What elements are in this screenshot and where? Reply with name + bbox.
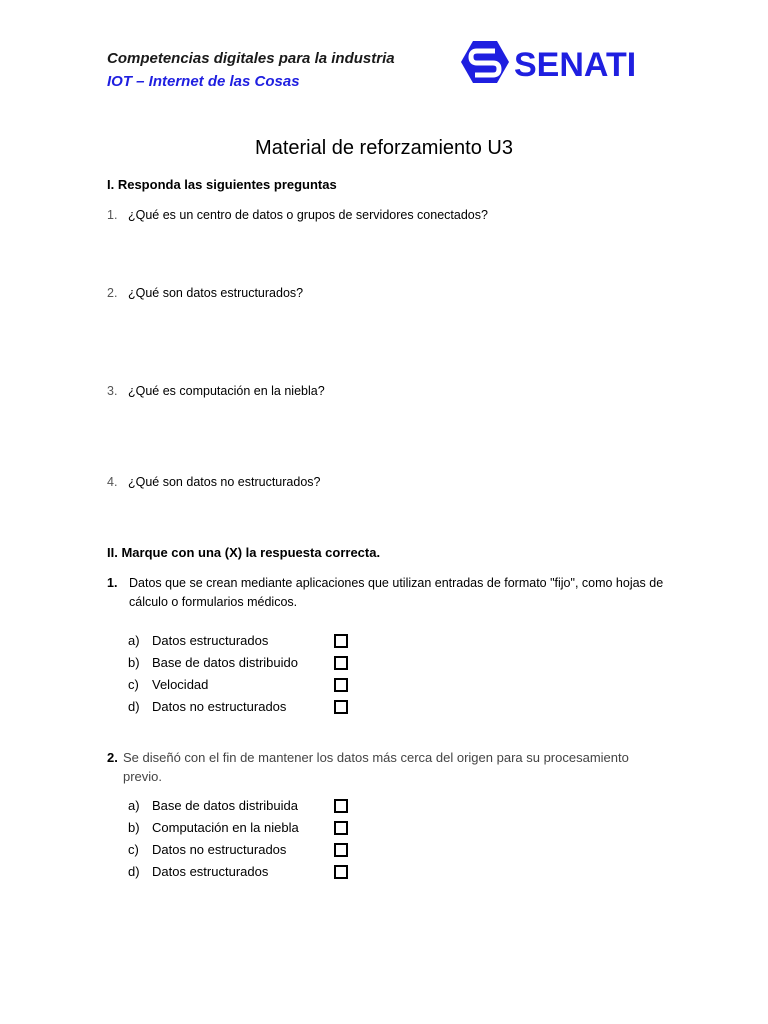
- option-letter: a): [128, 633, 140, 648]
- option-label: Base de datos distribuido: [152, 655, 298, 670]
- mc-question-2: [107, 748, 667, 786]
- option-letter: b): [128, 655, 140, 670]
- mc-question-number: 1.: [107, 576, 118, 590]
- question-text: ¿Qué son datos estructurados?: [128, 286, 304, 300]
- option-checkbox[interactable]: [334, 678, 348, 692]
- option-checkbox[interactable]: [334, 799, 348, 813]
- option-letter: c): [128, 677, 139, 692]
- mc-question-text: Datos que se crean mediante aplicaciones que utilizan entradas de formato "fijo", como hojas de cálculo o formularios médicos.: [129, 576, 664, 609]
- question-1: [107, 208, 488, 222]
- question-4: [107, 475, 320, 489]
- option-label: Datos no estructurados: [152, 842, 287, 857]
- question-number: 3.: [107, 384, 118, 398]
- option-c: [128, 674, 358, 696]
- header-module-title: IOT – Internet de las Cosas: [107, 73, 300, 90]
- question-number: 1.: [107, 208, 118, 222]
- option-a: [128, 630, 358, 652]
- option-letter: a): [128, 798, 140, 813]
- option-checkbox[interactable]: [334, 656, 348, 670]
- senati-emblem-icon: [461, 41, 509, 83]
- option-label: Datos estructurados: [152, 864, 269, 879]
- option-c: [128, 839, 358, 861]
- question-text: ¿Qué son datos no estructurados?: [128, 475, 321, 489]
- option-letter: d): [128, 699, 140, 714]
- option-checkbox[interactable]: [334, 700, 348, 714]
- option-label: Datos no estructurados: [152, 699, 287, 714]
- option-letter: b): [128, 820, 140, 835]
- section1-heading: I. Responda las siguientes preguntas: [107, 177, 337, 192]
- question-number: 4.: [107, 475, 118, 489]
- option-checkbox[interactable]: [334, 821, 348, 835]
- mc-question-text: Se diseñó con el fin de mantener los datos más cerca del origen para su procesamiento previo.: [123, 750, 629, 784]
- option-d: [128, 861, 358, 883]
- option-label: Computación en la niebla: [152, 820, 299, 835]
- option-label: Velocidad: [152, 677, 209, 692]
- option-checkbox[interactable]: [334, 843, 348, 857]
- senati-logo-text: SENATI: [514, 46, 637, 84]
- mc-options-2: [128, 795, 358, 883]
- mc-question-1: [107, 574, 667, 612]
- question-3: [107, 384, 325, 398]
- question-text: ¿Qué es un centro de datos o grupos de servidores conectados?: [128, 208, 488, 222]
- question-2: [107, 286, 303, 300]
- option-checkbox[interactable]: [334, 634, 348, 648]
- option-a: [128, 795, 358, 817]
- question-text: ¿Qué es computación en la niebla?: [128, 384, 325, 398]
- option-d: [128, 696, 358, 718]
- option-letter: d): [128, 864, 140, 879]
- option-label: Base de datos distribuida: [152, 798, 298, 813]
- option-b: [128, 817, 358, 839]
- option-letter: c): [128, 842, 139, 857]
- section2-heading: II. Marque con una (X) la respuesta correcta.: [107, 545, 381, 560]
- question-number: 2.: [107, 286, 118, 300]
- option-label: Datos estructurados: [152, 633, 269, 648]
- senati-logo: [458, 36, 648, 88]
- page-title: Material de reforzamiento U3: [255, 137, 513, 159]
- mc-options-1: [128, 630, 358, 718]
- option-checkbox[interactable]: [334, 865, 348, 879]
- header-course-title: Competencias digitales para la industria: [107, 50, 395, 67]
- mc-question-number: 2.: [107, 750, 118, 765]
- option-b: [128, 652, 358, 674]
